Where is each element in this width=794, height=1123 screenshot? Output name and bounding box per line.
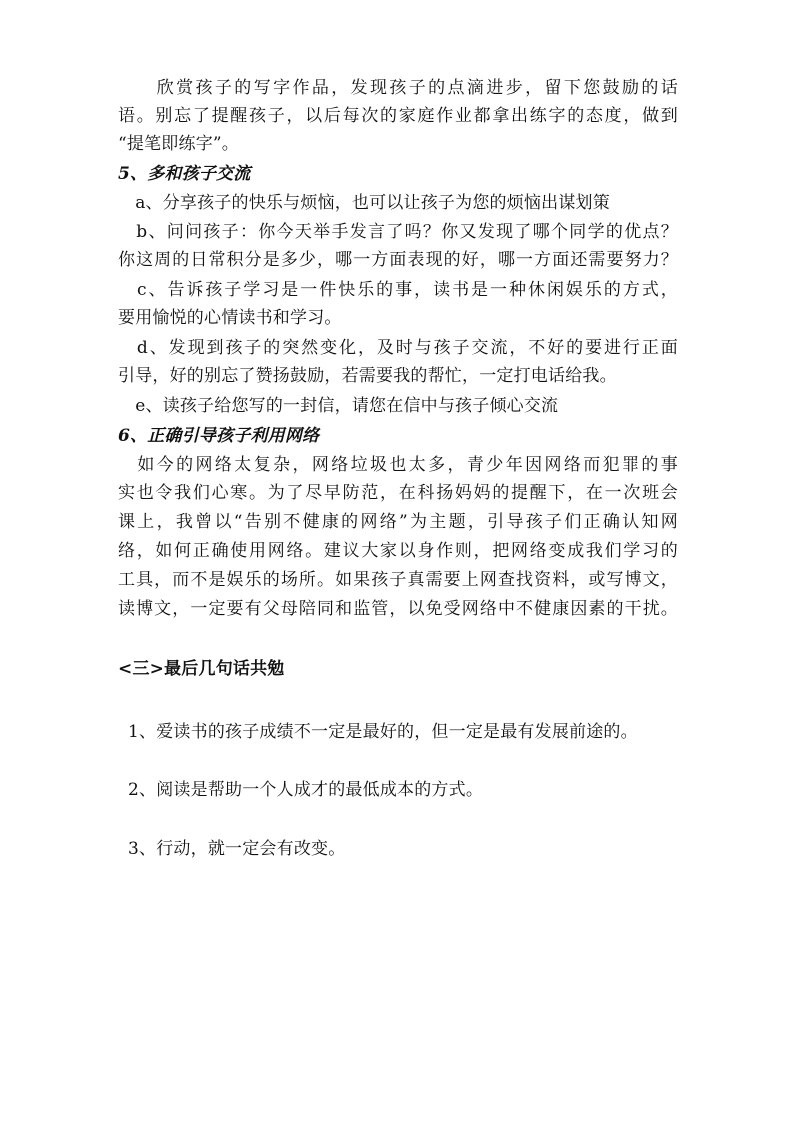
section-3-item-2: 2、阅读是帮助一个人成才的最低成本的方式。 bbox=[128, 780, 484, 800]
section-3-item-3: 3、行动，就一定会有改变。 bbox=[128, 839, 346, 859]
section-5-item-a: a、分享孩子的快乐与烦恼，也可以让孩子为您的烦恼出谋划策 bbox=[118, 193, 610, 213]
section-5-item-c-line-1: c、告诉孩子学习是一件快乐的事，读书是一种休闲娱乐的方式， bbox=[118, 280, 678, 300]
section-6-line-2: 实也令我们心寒。为了尽早防范，在科扬妈妈的提醒下，在一次班会 bbox=[118, 483, 678, 503]
section-5-heading: 5、多和孩子交流 bbox=[118, 164, 251, 184]
section-3-heading: <三>最后几句话共勉 bbox=[118, 659, 285, 679]
section-3-item-1: 1、爱读书的孩子成绩不一定是最好的，但一定是最有发展前途的。 bbox=[128, 722, 638, 742]
paragraph-1-line-1: 欣赏孩子的写字作品，发现孩子的点滴进步，留下您鼓励的话 bbox=[118, 78, 678, 98]
paragraph-1-line-3: “提笔即练字”。 bbox=[118, 134, 239, 154]
section-6-line-4: 络，如何正确使用网络。建议大家以身作则，把网络变成我们学习的 bbox=[118, 541, 678, 561]
section-6-heading: 6、正确引导孩子利用网络 bbox=[118, 426, 320, 446]
section-5-item-c-line-2: 要用愉悦的心情读书和学习。 bbox=[118, 308, 342, 328]
section-6-line-5: 工具，而不是娱乐的场所。如果孩子真需要上网查找资料，或写博文， bbox=[118, 570, 678, 590]
section-6-line-1: 如今的网络太复杂，网络垃圾也太多，青少年因网络而犯罪的事 bbox=[118, 455, 678, 475]
paragraph-1-line-2: 语。别忘了提醒孩子，以后每次的家庭作业都拿出练字的态度，做到 bbox=[118, 106, 678, 126]
section-6-line-6: 读博文，一定要有父母陪同和监管，以免受网络中不健康因素的干扰。 bbox=[118, 599, 678, 619]
section-5-item-d-line-1: d、发现到孩子的突然变化，及时与孩子交流，不好的要进行正面 bbox=[118, 338, 678, 358]
section-5-item-b-line-1: b、问问孩子：你今天举手发言了吗？你又发现了哪个同学的优点？ bbox=[118, 222, 678, 242]
section-5-item-d-line-2: 引导，好的别忘了赞扬鼓励，若需要我的帮忙，一定打电话给我。 bbox=[118, 366, 617, 386]
section-5-item-e: e、读孩子给您写的一封信，请您在信中与孩子倾心交流 bbox=[118, 396, 559, 416]
section-5-item-b-line-2: 你这周的日常积分是多少，哪一方面表现的好，哪一方面还需要努力？ bbox=[118, 250, 678, 270]
section-6-line-3: 课上，我曾以“告别不健康的网络”为主题，引导孩子们正确认知网 bbox=[118, 512, 678, 532]
